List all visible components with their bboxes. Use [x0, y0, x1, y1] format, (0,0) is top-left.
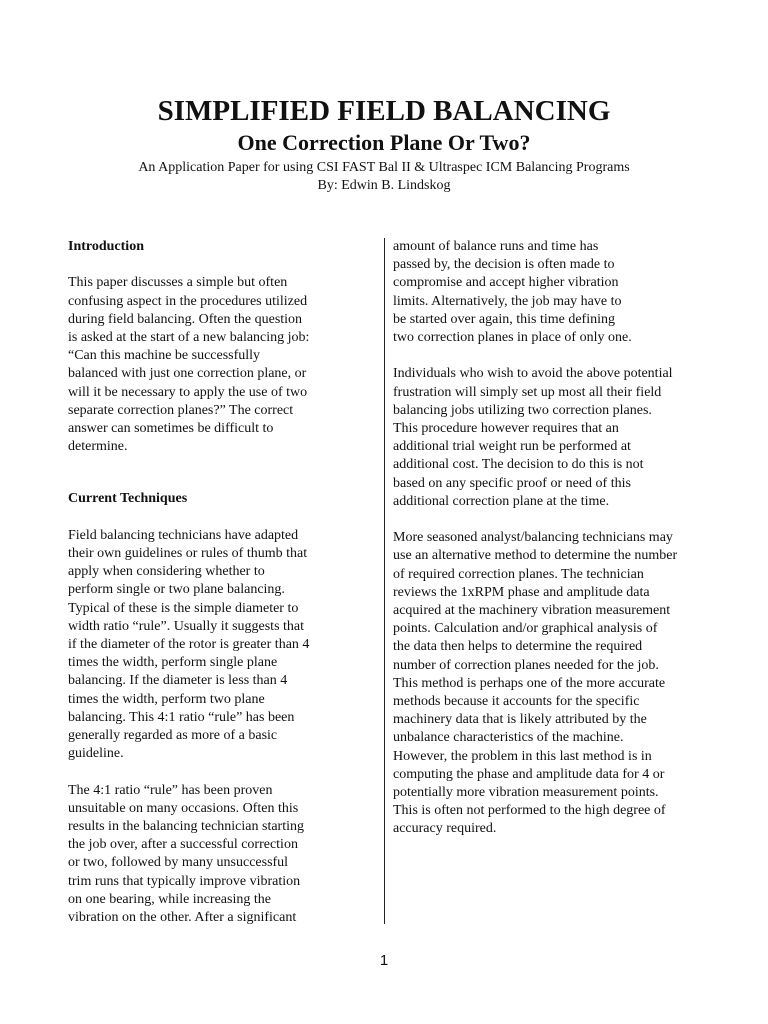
paragraph-line: confusing aspect in the procedures utilized — [68, 293, 308, 309]
introduction-paragraph — [68, 274, 330, 456]
paragraph-line: or two, followed by many unsuccessful — [68, 855, 289, 871]
paragraph-line: accuracy required. — [393, 821, 497, 837]
paragraph-line: the job over, after a successful correction — [68, 837, 298, 853]
paragraph-line: vibration on the other. After a significant — [68, 910, 297, 926]
paragraph-line: the data then helps to determine the required — [393, 639, 643, 655]
paragraph-line: machinery data that is likely attributed by the — [393, 712, 647, 728]
paragraph-line: potentially more vibration measurement points. — [393, 785, 659, 801]
paragraph-line: during field balancing. Often the question — [68, 311, 303, 327]
paragraph-line: additional correction plane at the time. — [393, 493, 610, 509]
paragraph-line: answer can sometimes be difficult to — [68, 421, 274, 437]
paragraph-line: on one bearing, while increasing the — [68, 891, 271, 907]
paragraph-line: methods because it accounts for the specific — [393, 694, 640, 710]
paragraph-line: More seasoned analyst/balancing technicians may — [393, 530, 673, 546]
paragraph-line: The 4:1 ratio “rule” has been proven — [68, 782, 273, 798]
paragraph-line: use an alternative method to determine the number — [393, 548, 678, 564]
left-column — [68, 238, 330, 927]
paragraph-line: balancing. This 4:1 ratio “rule” has been — [68, 709, 295, 725]
current-techniques-heading: Current Techniques — [68, 491, 188, 507]
paragraph-line: computing the phase and amplitude data for 4 or — [393, 766, 665, 782]
paragraph-line: points. Calculation and/or graphical analysis of — [393, 621, 658, 637]
continuation-paragraph — [393, 238, 705, 347]
paragraph-line: Field balancing technicians have adapted — [68, 527, 299, 543]
paragraph-line: Typical of these is the simple diameter to — [68, 600, 299, 616]
paragraph-line: unbalance characteristics of the machine. — [393, 730, 624, 746]
paragraph-line: balancing. If the diameter is less than 4 — [68, 673, 288, 689]
introduction-heading: Introduction — [68, 239, 144, 254]
paragraph-line: width ratio “rule”. Usually it suggests that — [68, 618, 305, 634]
paragraph-line: acquired at the machinery vibration measurement — [393, 603, 671, 619]
paragraph-line: Individuals who wish to avoid the above potential — [393, 366, 673, 382]
paragraph-line: This paper discusses a simple but often — [68, 275, 288, 291]
paragraph-line: additional cost. The decision to do this is not — [393, 457, 644, 473]
paragraph-line: determine. — [68, 439, 128, 455]
paragraph-line: apply when considering whether to — [68, 564, 265, 580]
avoid-frustration-paragraph — [393, 365, 705, 511]
paragraph-line: separate correction planes?” The correct — [68, 402, 294, 418]
techniques-paragraph — [68, 527, 330, 764]
paragraph-line: “Can this machine be successfully — [68, 348, 261, 364]
paragraph-line: However, the problem in this last method is in — [393, 748, 652, 764]
paragraph-line: times the width, perform two plane — [68, 691, 265, 707]
paragraph-line: reviews the 1xRPM phase and amplitude data — [393, 584, 650, 600]
paragraph-line: frustration will simply set up most all their field — [393, 384, 662, 400]
paragraph-line: balanced with just one correction plane, or — [68, 366, 307, 382]
paragraph-line: guideline. — [68, 746, 124, 762]
paragraph-line: number of correction planes needed for the job. — [393, 657, 659, 673]
paragraph-line: is asked at the start of a new balancing job: — [68, 330, 310, 345]
paragraph-line: compromise and accept higher vibration — [393, 275, 619, 291]
seasoned-analyst-paragraph — [393, 529, 705, 838]
page-number: 1 — [379, 952, 389, 969]
paragraph-line: balancing jobs utilizing two correction planes. — [393, 402, 652, 418]
ratio-rule-paragraph — [68, 782, 330, 928]
paragraph-line: results in the balancing technician starting — [68, 819, 304, 835]
paragraph-line: limits. Alternatively, the job may have to — [393, 293, 622, 309]
document-title: SIMPLIFIED FIELD BALANCING — [157, 95, 611, 127]
paragraph-line: be started over again, this time defining — [393, 311, 615, 327]
paragraph-line: perform single or two plane balancing. — [68, 582, 285, 598]
author-byline: By: Edwin B. Lindskog — [317, 178, 451, 193]
paragraph-line: This method is perhaps one of the more accurate — [393, 675, 666, 691]
paragraph-line: amount of balance runs and time has — [393, 239, 599, 254]
paragraph-line: times the width, perform single plane — [68, 655, 278, 671]
paragraph-line: will it be necessary to apply the use of two — [68, 384, 308, 400]
column-divider — [384, 238, 385, 924]
paragraph-line: passed by, the decision is often made to — [393, 257, 615, 273]
paragraph-line: unsuitable on many occasions. Often this — [68, 800, 299, 816]
document-subtitle: One Correction Plane Or Two? — [237, 130, 531, 155]
paragraph-line: trim runs that typically improve vibration — [68, 873, 301, 889]
paragraph-line: This is often not performed to the high degree of — [393, 803, 666, 819]
application-line: An Application Paper for using CSI FAST Bal II & Ultraspec ICM Balancing Programs — [138, 160, 630, 175]
paragraph-line: if the diameter of the rotor is greater than 4 — [68, 637, 310, 653]
paragraph-line: additional trial weight run be performed at — [393, 439, 631, 455]
paragraph-line: of required correction planes. The technician — [393, 566, 644, 582]
paragraph-line: two correction planes in place of only one. — [393, 330, 632, 346]
paragraph-line: their own guidelines or rules of thumb that — [68, 546, 308, 562]
paragraph-line: generally regarded as more of a basic — [68, 728, 278, 744]
right-column — [393, 238, 705, 839]
paragraph-line: based on any specific proof or need of this — [393, 475, 631, 491]
paragraph-line: This procedure however requires that an — [393, 421, 619, 437]
